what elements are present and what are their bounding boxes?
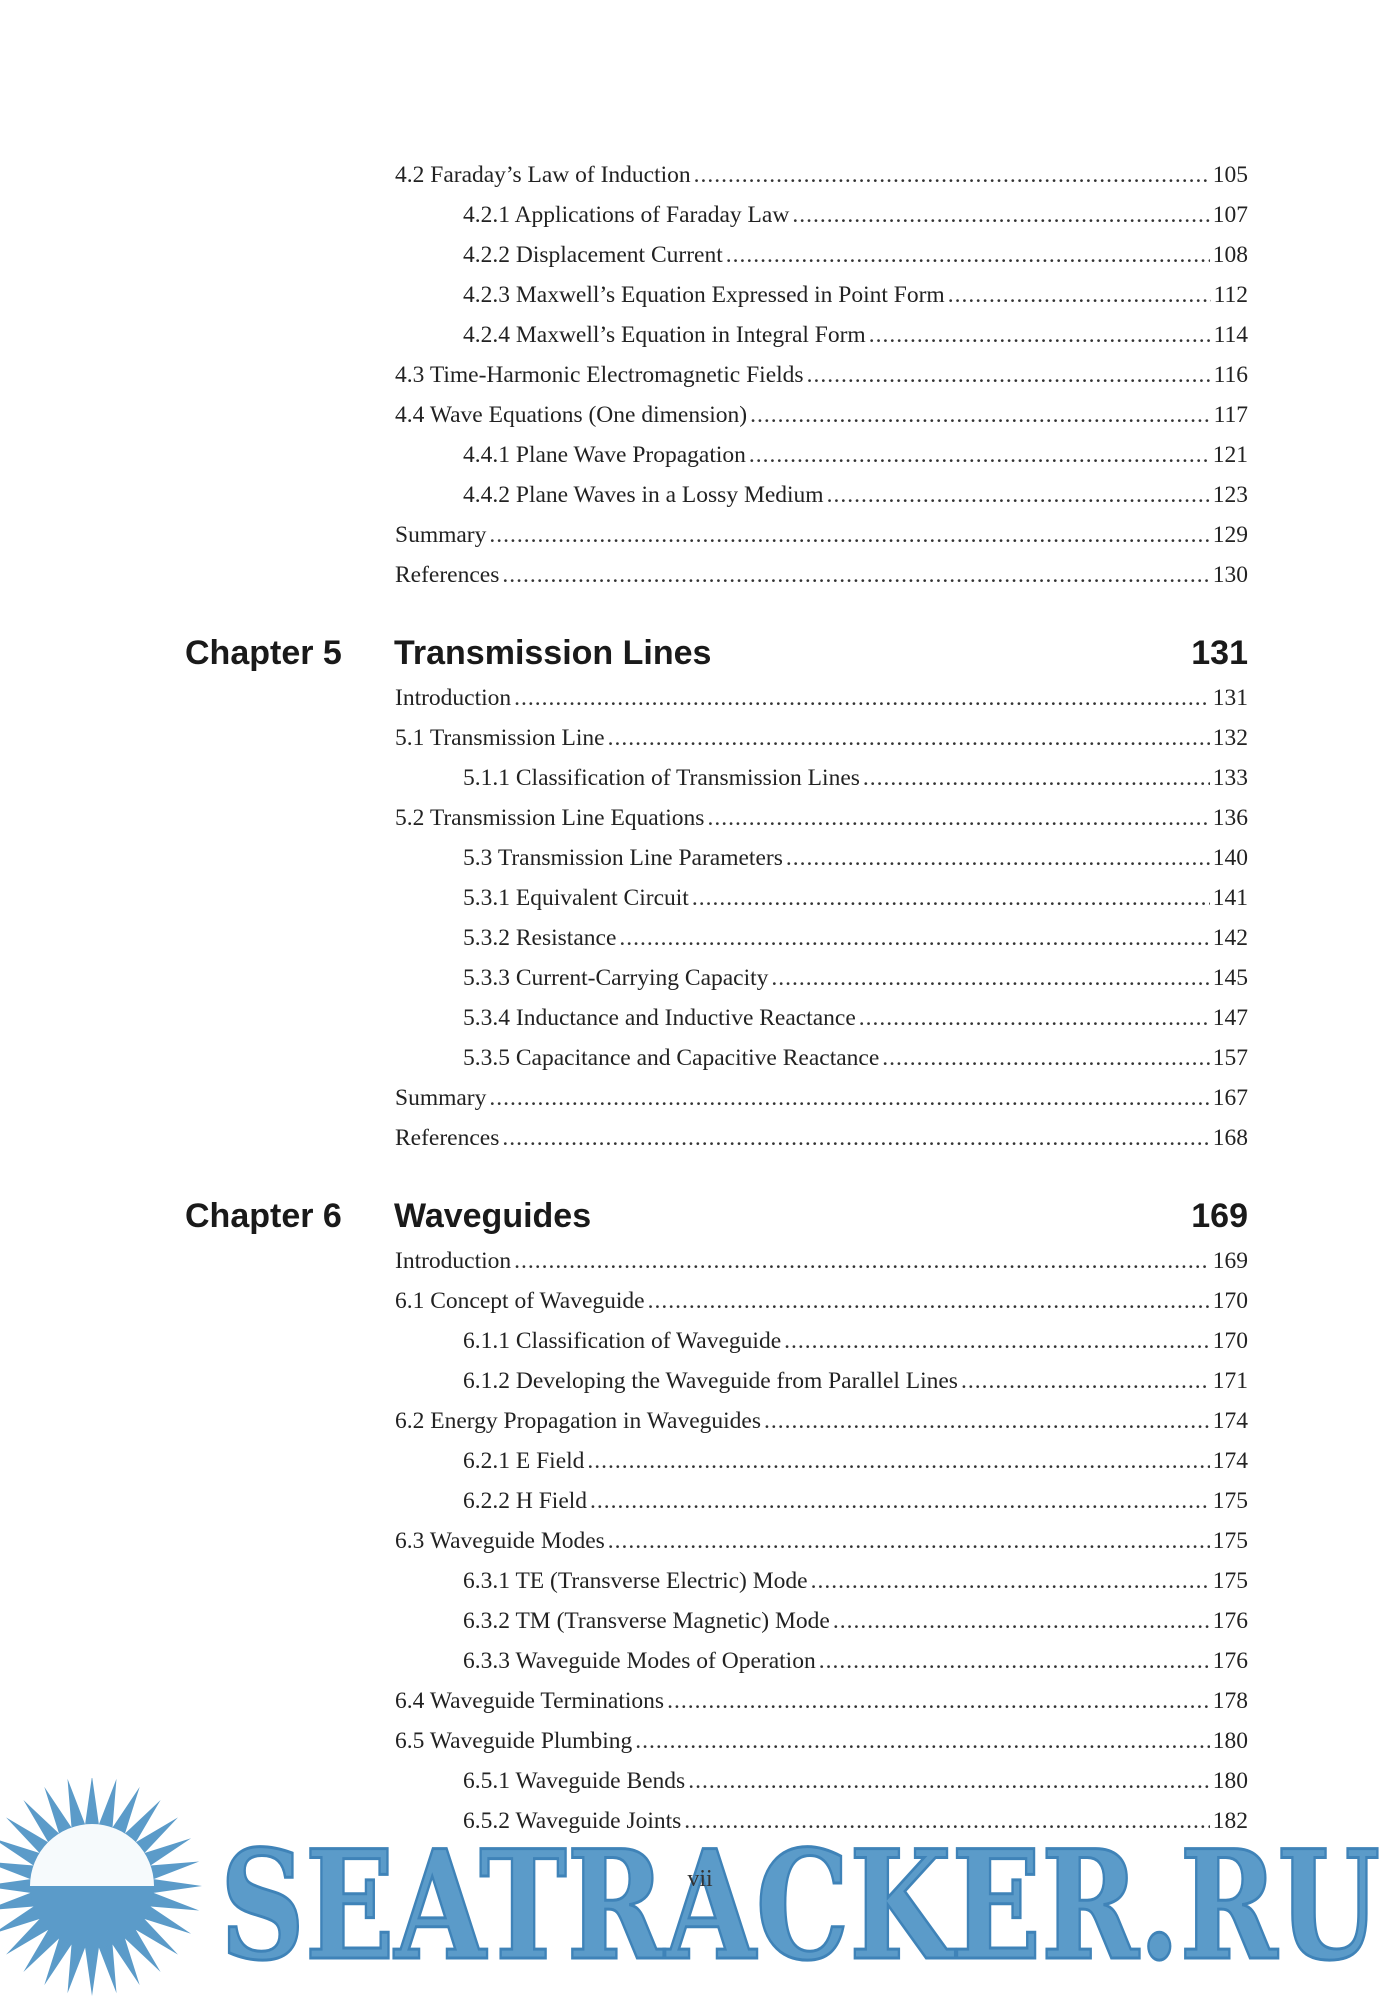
toc-entry xyxy=(395,683,1248,713)
watermark-text: SEATRACKER.RU xyxy=(220,1818,1380,1994)
toc-entry-title: 6.2.2 H Field xyxy=(463,1488,588,1514)
leader-dots xyxy=(792,200,1209,230)
toc-entry-page: 176 xyxy=(1212,1608,1248,1634)
toc-entry xyxy=(395,1083,1248,1113)
toc-entry-page: 175 xyxy=(1212,1488,1248,1514)
toc-entry-page: 108 xyxy=(1212,242,1248,268)
leader-dots xyxy=(749,440,1210,470)
toc-entry-title: 6.3.2 TM (Transverse Magnetic) Mode xyxy=(463,1608,830,1634)
toc-entry xyxy=(395,520,1248,550)
leader-dots xyxy=(863,763,1210,793)
leader-dots xyxy=(948,280,1211,310)
chapter-title: Waveguides xyxy=(394,1197,592,1235)
chapter-label: Chapter 6 xyxy=(185,1197,342,1235)
toc-entry-title: References xyxy=(395,562,500,588)
leader-dots xyxy=(961,1366,1210,1396)
toc-entry xyxy=(463,923,1248,953)
toc-entry xyxy=(463,1326,1248,1356)
leader-dots xyxy=(811,1566,1210,1596)
leader-dots xyxy=(667,1686,1210,1716)
toc-entry xyxy=(463,240,1248,270)
toc-entry xyxy=(395,1726,1248,1756)
toc-entry xyxy=(463,200,1248,230)
toc-entry xyxy=(463,883,1248,913)
toc-entry-page: 117 xyxy=(1213,402,1248,428)
toc-entry-title: 4.4.1 Plane Wave Propagation xyxy=(463,442,746,468)
toc-entry-title: 6.5 Waveguide Plumbing xyxy=(395,1728,633,1754)
toc-entry-page: 174 xyxy=(1212,1408,1248,1434)
leader-dots xyxy=(502,560,1209,590)
leader-dots xyxy=(819,1646,1210,1676)
toc-entry-page: 123 xyxy=(1212,482,1248,508)
toc-entry-page: 131 xyxy=(1212,685,1248,711)
leader-dots xyxy=(489,520,1209,550)
leader-dots xyxy=(587,1446,1209,1476)
toc-entry xyxy=(395,1246,1248,1276)
toc-entry-page: 114 xyxy=(1213,322,1248,348)
page-number: vii xyxy=(687,1866,713,1892)
toc-entry-title: 5.3.2 Resistance xyxy=(463,925,617,951)
toc-entry-page: 121 xyxy=(1212,442,1248,468)
toc-entry-title: 5.2 Transmission Line Equations xyxy=(395,805,705,831)
toc-entry xyxy=(395,1123,1248,1153)
toc-entry xyxy=(463,280,1248,310)
toc-entry-title: 4.2.2 Displacement Current xyxy=(463,242,723,268)
toc-entry-page: 170 xyxy=(1212,1288,1248,1314)
toc-entry-page: 130 xyxy=(1212,562,1248,588)
toc-entry xyxy=(463,963,1248,993)
toc-entry-title: 6.5.2 Waveguide Joints xyxy=(463,1808,682,1834)
toc-entry-page: 182 xyxy=(1212,1808,1248,1834)
leader-dots xyxy=(784,1326,1210,1356)
toc-entry-title: Summary xyxy=(395,1085,487,1111)
toc-entry-title: Summary xyxy=(395,522,487,548)
toc-entry-page: 175 xyxy=(1212,1528,1248,1554)
leader-dots xyxy=(619,923,1209,953)
toc-entry-title: 4.4.2 Plane Waves in a Lossy Medium xyxy=(463,482,824,508)
toc-entry xyxy=(395,1406,1248,1436)
toc-entry-page: 145 xyxy=(1212,965,1248,991)
chapter-5-heading xyxy=(0,634,1400,678)
toc-entry xyxy=(395,803,1248,833)
toc-entry xyxy=(395,400,1248,430)
leader-dots xyxy=(707,803,1209,833)
toc-entry-title: 6.3.3 Waveguide Modes of Operation xyxy=(463,1648,816,1674)
toc-entry-page: 140 xyxy=(1212,845,1248,871)
leader-dots xyxy=(750,400,1211,430)
toc-entry xyxy=(463,763,1248,793)
toc-entry xyxy=(395,1686,1248,1716)
toc-entry xyxy=(463,320,1248,350)
toc-entry-title: 4.4 Wave Equations (One dimension) xyxy=(395,402,748,428)
toc-entry xyxy=(463,1486,1248,1516)
toc-entry xyxy=(395,360,1248,390)
toc-entry xyxy=(395,160,1248,190)
toc-entry-title: 6.3 Waveguide Modes xyxy=(395,1528,605,1554)
toc-entry-page: 136 xyxy=(1212,805,1248,831)
leader-dots xyxy=(502,1123,1209,1153)
toc-entry-page: 180 xyxy=(1212,1768,1248,1794)
chapter-label: Chapter 5 xyxy=(185,634,342,672)
toc-entry-title: 6.3.1 TE (Transverse Electric) Mode xyxy=(463,1568,808,1594)
toc-entry xyxy=(463,843,1248,873)
toc-entry xyxy=(463,1003,1248,1033)
toc-entry-title: 6.1 Concept of Waveguide xyxy=(395,1288,645,1314)
toc-entry-page: 107 xyxy=(1212,202,1248,228)
toc-entry xyxy=(395,1526,1248,1556)
leader-dots xyxy=(771,963,1209,993)
toc-entry-title: 5.3 Transmission Line Parameters xyxy=(463,845,783,871)
chapter-page: 169 xyxy=(1191,1197,1248,1235)
toc-entry-page: 116 xyxy=(1213,362,1248,388)
toc-entry-title: 4.2.3 Maxwell’s Equation Expressed in Point Form xyxy=(463,282,945,308)
leader-dots xyxy=(514,683,1210,713)
toc-entry-title: 6.1.2 Developing the Waveguide from Parallel Lines xyxy=(463,1368,958,1394)
leader-dots xyxy=(608,1526,1210,1556)
toc-entry-title: 5.3.1 Equivalent Circuit xyxy=(463,885,689,911)
toc-entry-title: 6.4 Waveguide Terminations xyxy=(395,1688,665,1714)
toc-entry-page: 133 xyxy=(1212,765,1248,791)
toc-entry-page: 175 xyxy=(1212,1568,1248,1594)
leader-dots xyxy=(827,480,1210,510)
toc-entry-page: 171 xyxy=(1212,1368,1248,1394)
toc-entry xyxy=(463,1043,1248,1073)
chapter-page: 131 xyxy=(1191,634,1248,672)
toc-entry-page: 180 xyxy=(1212,1728,1248,1754)
toc-entry-page: 112 xyxy=(1213,282,1248,308)
toc-entry-page: 168 xyxy=(1212,1125,1248,1151)
toc-entry-title: 4.2.4 Maxwell’s Equation in Integral Form xyxy=(463,322,866,348)
toc-entry-page: 169 xyxy=(1212,1248,1248,1274)
leader-dots xyxy=(869,320,1211,350)
leader-dots xyxy=(635,1726,1210,1756)
toc-entry-page: 142 xyxy=(1212,925,1248,951)
toc-entry-title: Introduction xyxy=(395,1248,512,1274)
toc-entry-title: 4.2.1 Applications of Faraday Law xyxy=(463,202,790,228)
toc-entry-page: 105 xyxy=(1212,162,1248,188)
toc-entry-page: 147 xyxy=(1212,1005,1248,1031)
leader-dots xyxy=(648,1286,1210,1316)
toc-entry xyxy=(463,440,1248,470)
toc-entry-title: 6.5.1 Waveguide Bends xyxy=(463,1768,686,1794)
toc-entry-page: 174 xyxy=(1212,1448,1248,1474)
leader-dots xyxy=(726,240,1210,270)
toc-entry-title: 4.2 Faraday’s Law of Induction xyxy=(395,162,691,188)
toc-entry xyxy=(463,480,1248,510)
toc-entry-title: 5.3.5 Capacitance and Capacitive Reactance xyxy=(463,1045,880,1071)
toc-entry xyxy=(463,1566,1248,1596)
toc-entry xyxy=(463,1366,1248,1396)
toc-entry-title: Introduction xyxy=(395,685,512,711)
toc-entry-page: 176 xyxy=(1212,1648,1248,1674)
leader-dots xyxy=(764,1406,1210,1436)
leader-dots xyxy=(694,160,1210,190)
toc-entry xyxy=(463,1646,1248,1676)
toc-entry-page: 167 xyxy=(1212,1085,1248,1111)
toc-entry-title: 5.3.3 Current-Carrying Capacity xyxy=(463,965,769,991)
toc-entry-page: 157 xyxy=(1212,1045,1248,1071)
leader-dots xyxy=(489,1083,1209,1113)
leader-dots xyxy=(590,1486,1210,1516)
toc-entry-title: 6.2.1 E Field xyxy=(463,1448,585,1474)
toc-entry-page: 178 xyxy=(1212,1688,1248,1714)
toc-entry-page: 132 xyxy=(1212,725,1248,751)
leader-dots xyxy=(833,1606,1210,1636)
leader-dots xyxy=(786,843,1210,873)
toc-entry-title: References xyxy=(395,1125,500,1151)
leader-dots xyxy=(514,1246,1210,1276)
toc-entry-title: 6.2 Energy Propagation in Waveguides xyxy=(395,1408,761,1434)
leader-dots xyxy=(807,360,1211,390)
toc-entry-page: 129 xyxy=(1212,522,1248,548)
leader-dots xyxy=(882,1043,1209,1073)
toc-entry-title: 6.1.1 Classification of Waveguide xyxy=(463,1328,782,1354)
toc-entry-page: 141 xyxy=(1212,885,1248,911)
toc-entry xyxy=(463,1606,1248,1636)
leader-dots xyxy=(692,883,1210,913)
toc-entry xyxy=(463,1446,1248,1476)
toc-entry xyxy=(395,723,1248,753)
chapter-6-heading xyxy=(0,1197,1400,1241)
toc-entry-title: 5.1 Transmission Line xyxy=(395,725,605,751)
toc-entry-page: 170 xyxy=(1212,1328,1248,1354)
leader-dots xyxy=(608,723,1210,753)
toc-entry-title: 5.3.4 Inductance and Inductive Reactance xyxy=(463,1005,856,1031)
toc-entry xyxy=(395,1286,1248,1316)
toc-entry xyxy=(395,560,1248,590)
toc-entry-title: 4.3 Time-Harmonic Electromagnetic Fields xyxy=(395,362,804,388)
chapter-title: Transmission Lines xyxy=(394,634,712,672)
leader-dots xyxy=(859,1003,1210,1033)
toc-entry-title: 5.1.1 Classification of Transmission Lines xyxy=(463,765,860,791)
